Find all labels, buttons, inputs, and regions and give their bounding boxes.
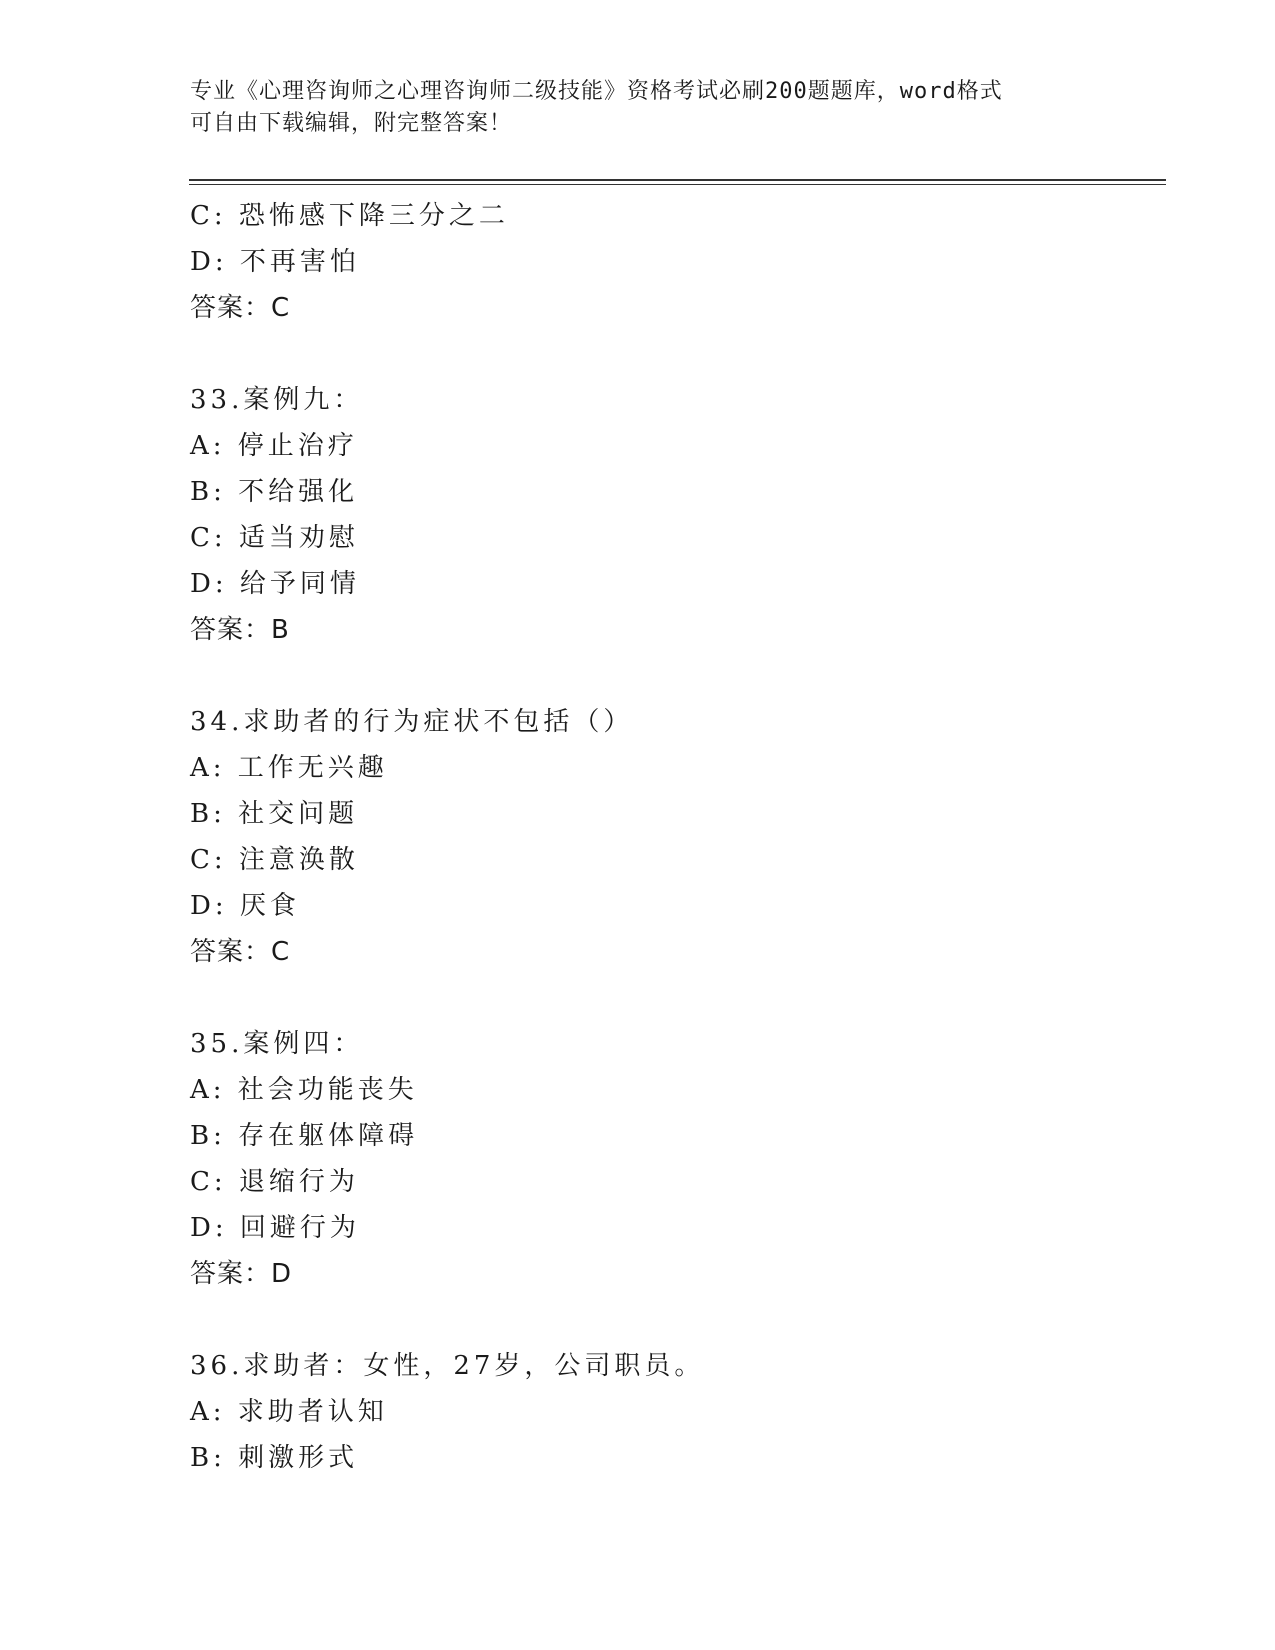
block-spacer: [190, 1297, 1150, 1343]
option-d: D: 厌食: [190, 891, 300, 921]
question-block: [190, 193, 1150, 331]
header-divider-thick: [189, 179, 1166, 181]
question-text: 33.案例九：: [190, 385, 364, 415]
block-spacer: [190, 653, 1150, 699]
header-divider-thin: [189, 184, 1166, 185]
option-a: A: 停止治疗: [190, 431, 358, 461]
block-spacer: [190, 331, 1150, 377]
option-c: C: 注意涣散: [190, 845, 359, 875]
header-title-line-2: 可自由下载编辑，附完整答案！: [190, 111, 513, 136]
option-a: A: 工作无兴趣: [190, 753, 388, 783]
option-d: D: 给予同情: [190, 569, 360, 599]
answer-line: 答案：B: [190, 615, 290, 645]
option-c: C: 适当劝慰: [190, 523, 359, 553]
question-block: [190, 1021, 1150, 1297]
document-header: [190, 76, 1090, 140]
question-block: [190, 699, 1150, 975]
option-b: B: 存在躯体障碍: [190, 1121, 419, 1151]
option-c: C: 恐怖感下降三分之二: [190, 201, 509, 231]
block-spacer: [190, 975, 1150, 1021]
option-b: B: 不给强化: [190, 477, 359, 507]
option-b: B: 社交问题: [190, 799, 359, 829]
option-a: A: 求助者认知: [190, 1397, 388, 1427]
question-text: 35.案例四：: [190, 1029, 364, 1059]
answer-line: 答案：C: [190, 937, 291, 967]
question-block: [190, 1343, 1150, 1481]
option-a: A: 社会功能丧失: [190, 1075, 418, 1105]
answer-line: 答案：D: [190, 1259, 293, 1289]
option-d: D: 回避行为: [190, 1213, 360, 1243]
answer-line: 答案：C: [190, 293, 291, 323]
option-b: B: 刺激形式: [190, 1443, 359, 1473]
option-d: D: 不再害怕: [190, 247, 360, 277]
question-text: 34.求助者的行为症状不包括（）: [190, 707, 634, 737]
option-c: C: 退缩行为: [190, 1167, 359, 1197]
question-text: 36.求助者：女性，27岁，公司职员。: [190, 1351, 705, 1381]
header-title-line-1: 专业《心理咨询师之心理咨询师二级技能》资格考试必刷200题题库，word格式: [190, 79, 1003, 104]
question-list: [190, 193, 1150, 1481]
question-block: [190, 377, 1150, 653]
